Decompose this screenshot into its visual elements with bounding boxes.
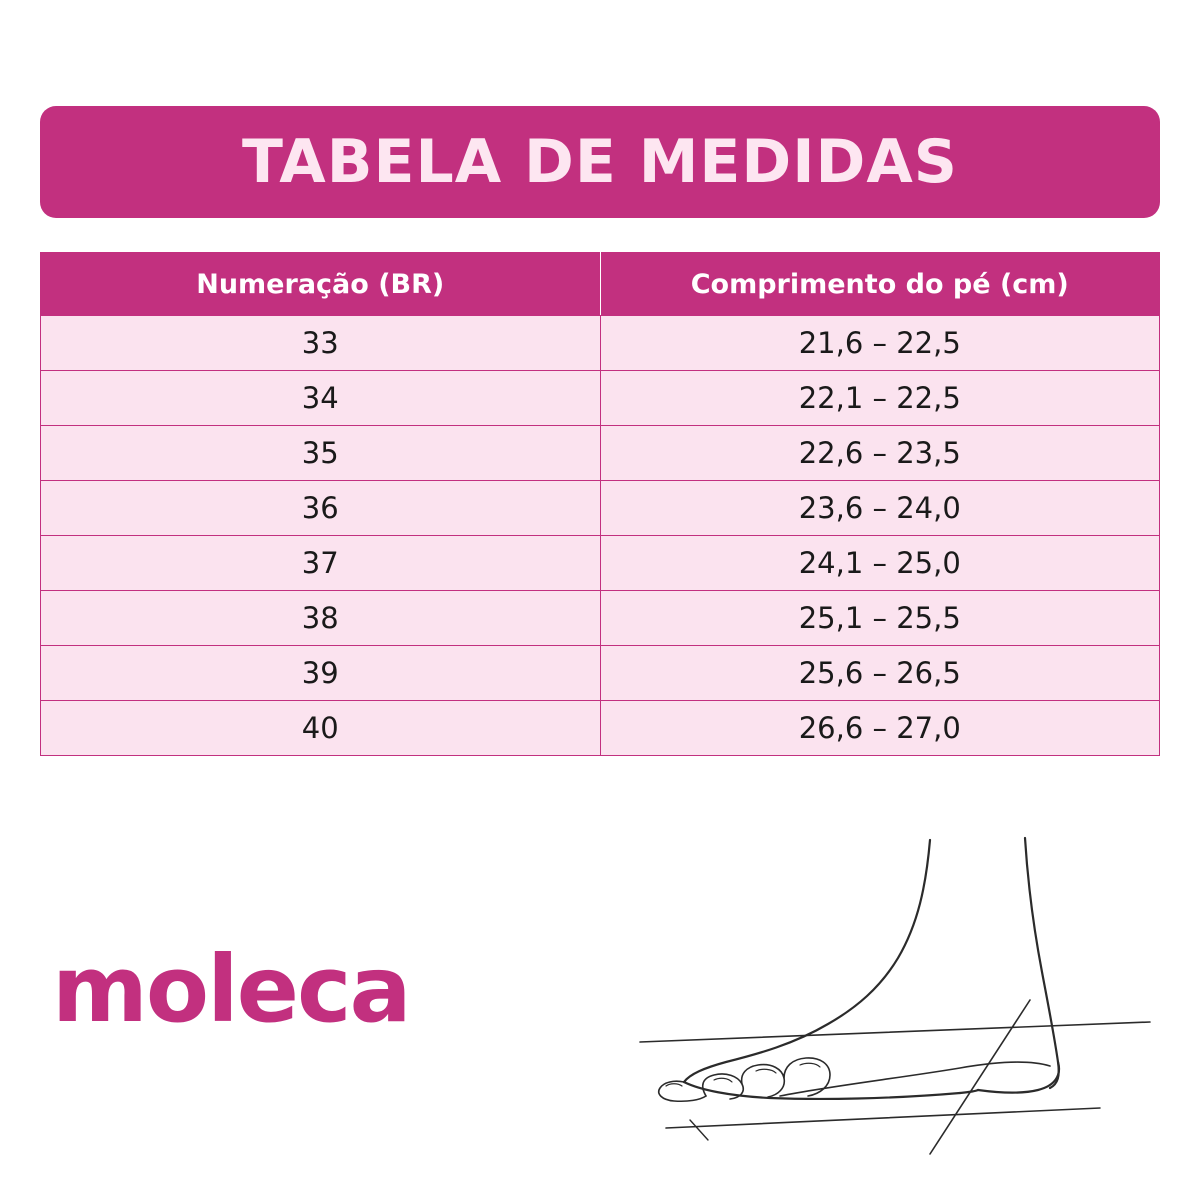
cell-length: 23,6 – 24,0 — [600, 481, 1160, 536]
cell-size: 36 — [41, 481, 601, 536]
table-row — [41, 316, 1160, 371]
table-body — [41, 316, 1160, 756]
cell-size: 39 — [41, 646, 601, 701]
cell-length: 21,6 – 22,5 — [600, 316, 1160, 371]
cell-length: 22,6 – 23,5 — [600, 426, 1160, 481]
title-banner — [40, 106, 1160, 218]
page-title: TABELA DE MEDIDAS — [242, 127, 958, 197]
column-header-numeracao: Numeração (BR) — [41, 253, 601, 316]
table-row — [41, 481, 1160, 536]
cell-size: 34 — [41, 371, 601, 426]
table-header — [41, 253, 1160, 316]
foot-side-profile-measure-illustration — [630, 790, 1170, 1190]
table-header-row — [41, 253, 1160, 316]
column-header-comprimento: Comprimento do pé (cm) — [600, 253, 1160, 316]
cell-size: 40 — [41, 701, 601, 756]
cell-size: 33 — [41, 316, 601, 371]
table-row — [41, 426, 1160, 481]
table-row — [41, 591, 1160, 646]
size-chart-table — [40, 252, 1160, 756]
cell-length: 22,1 – 22,5 — [600, 371, 1160, 426]
brand-logo: moleca — [52, 936, 410, 1043]
cell-size: 35 — [41, 426, 601, 481]
cell-size: 37 — [41, 536, 601, 591]
table-row — [41, 646, 1160, 701]
cell-length: 25,6 – 26,5 — [600, 646, 1160, 701]
table-row — [41, 371, 1160, 426]
cell-length: 26,6 – 27,0 — [600, 701, 1160, 756]
table-row — [41, 701, 1160, 756]
table-row — [41, 536, 1160, 591]
cell-length: 25,1 – 25,5 — [600, 591, 1160, 646]
cell-size: 38 — [41, 591, 601, 646]
cell-length: 24,1 – 25,0 — [600, 536, 1160, 591]
